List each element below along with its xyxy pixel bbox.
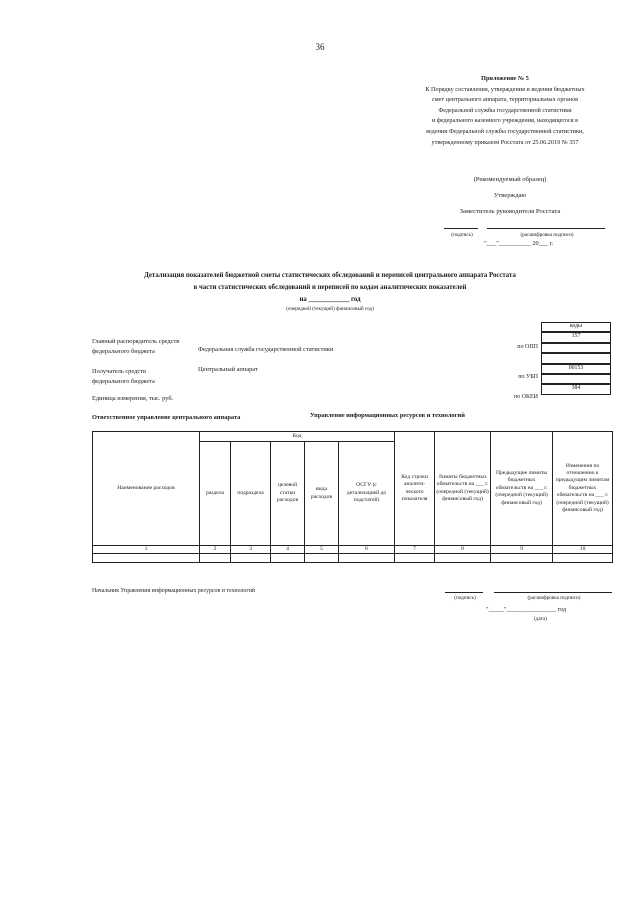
appendix-block <box>385 74 625 148</box>
recipient-label-line: федерального бюджета <box>92 378 155 385</box>
table-cell <box>271 554 305 563</box>
okei-label: по ОКЕИ <box>513 394 538 400</box>
main-manager-label-line: федерального бюджета <box>92 348 155 355</box>
column-number: 2 <box>200 546 231 554</box>
signature-caption: (подпись) <box>454 595 476 601</box>
appendix-line: и федерального казенного учреждения, находящегося в <box>431 117 579 125</box>
chief-label: Начальник Управления информационных ресурсов и технологий <box>92 588 256 594</box>
main-manager-value: Федеральная служба государственной статистики <box>198 346 334 353</box>
glava-label: по ОПП <box>517 344 538 350</box>
code-group-header: Код <box>200 432 395 442</box>
appendix-line: Федеральной службы государственной статистики <box>438 106 572 114</box>
column-number: 6 <box>339 546 395 554</box>
main-manager-label <box>92 337 179 357</box>
code-cell-empty <box>541 353 611 364</box>
column-number-row <box>93 546 613 554</box>
col-prev-header: Предыдущие лимиты бюджетных обязательств на ___ г. (очередной (текущий) финансовый год) <box>491 432 553 546</box>
recipient-label-line: Получатель средств <box>92 368 147 375</box>
column-number: 1 <box>93 546 200 554</box>
title-line-1: Детализация показателей бюджетной сметы статистических обследований и переписей центрального аппарата Росстата <box>144 272 516 279</box>
table-cell <box>231 554 271 563</box>
table-cell <box>339 554 395 563</box>
column-number: 8 <box>435 546 491 554</box>
table-cell <box>435 554 491 563</box>
approve-word: Утверждаю <box>493 192 527 199</box>
responsible-department: Управление информационных ресурсов и технологий <box>310 412 465 419</box>
appendix-line: ведении Федеральной службы государственной статистики, <box>426 127 584 135</box>
col-changes-header: Изменения по отношению к предыдущим лимитам бюджетных обязательств на ___ г. (очередной (текущий) финансовый год) <box>553 432 613 546</box>
col-subsection-header: подраздела <box>231 442 271 546</box>
column-number: 5 <box>305 546 339 554</box>
col-osgu-header: ОСГУ (с детализацией до подстатей) <box>339 442 395 546</box>
main-manager-label-line: Главный распорядитель средств <box>92 338 180 345</box>
indicators-table <box>92 431 613 563</box>
signature-line <box>445 592 483 593</box>
sample-note: (Рекомендуемый образец) <box>473 176 547 183</box>
col-section-header: раздела <box>200 442 231 546</box>
codes-header: коды <box>541 322 611 332</box>
column-number: 10 <box>553 546 613 554</box>
decoding-caption: (расшифровка подписи) <box>527 595 581 601</box>
appendix-line: К Порядку составления, утверждения и ведения бюджетных <box>425 85 585 93</box>
responsible-label: Ответственное управление центрального аппарата <box>92 414 241 421</box>
col-target-header: целевой статьи расходов <box>271 442 305 546</box>
glava-code: 157 <box>541 332 611 343</box>
decoding-caption: (расшифровка подписи) <box>520 232 574 238</box>
okpo-code: 00153 <box>541 364 611 374</box>
approval-block <box>420 172 600 220</box>
title-line-2: в части статистических обследований и переписей по кодам аналитических показателей <box>193 283 467 291</box>
decoding-line <box>487 228 605 229</box>
footer-date: "_____"________________ год <box>486 606 567 613</box>
footer-date-caption: (дата) <box>534 616 547 622</box>
signature-caption: (подпись) <box>451 232 473 238</box>
table-cell <box>200 554 231 563</box>
signature-line <box>444 228 478 229</box>
col-type-header: вида расходов <box>305 442 339 546</box>
recipient-value: Центральный аппарат <box>198 366 258 373</box>
column-number: 7 <box>395 546 435 554</box>
okpo-label: по УБП <box>518 374 538 380</box>
unit-label: Единица измерения, тыс. руб. <box>92 395 174 402</box>
column-number: 3 <box>231 546 271 554</box>
appendix-heading: Приложение № 5 <box>481 75 529 82</box>
page-number: 36 <box>315 42 325 52</box>
code-cell-empty <box>541 343 611 353</box>
code-cell-empty <box>541 374 611 384</box>
table-cell <box>93 554 200 563</box>
table-cell <box>491 554 553 563</box>
table-cell <box>305 554 339 563</box>
appendix-line: утвержденному приказом Росстата от 25.06.2019 № 357 <box>431 138 579 146</box>
col-name-header: Наименование расходов <box>93 432 200 546</box>
recipient-label <box>92 367 155 387</box>
approver-position: Заместитель руководителя Росстата <box>459 208 561 215</box>
col-analytic-header: Код строки аналити-ческого показателя <box>395 432 435 546</box>
okei-code: 384 <box>541 384 611 395</box>
document-title <box>100 270 560 293</box>
decoding-line <box>494 592 612 593</box>
footer-signature <box>445 592 615 642</box>
table-cell <box>553 554 613 563</box>
title-year-caption: (очередной (текущий) финансовый год) <box>286 306 374 312</box>
approval-date: "___"__________ 20___ г. <box>484 240 554 247</box>
table-row <box>93 554 613 563</box>
appendix-line: смет центрального аппарата, территориальных органов <box>431 96 579 104</box>
codes-box <box>541 322 611 402</box>
col-limits-header: Лимиты бюджетных обязательств на ___ г. (очередной (текущий) финансовый год) <box>435 432 491 546</box>
title-year: на ____________ год <box>299 296 361 303</box>
table-cell <box>395 554 435 563</box>
column-number: 9 <box>491 546 553 554</box>
column-number: 4 <box>271 546 305 554</box>
